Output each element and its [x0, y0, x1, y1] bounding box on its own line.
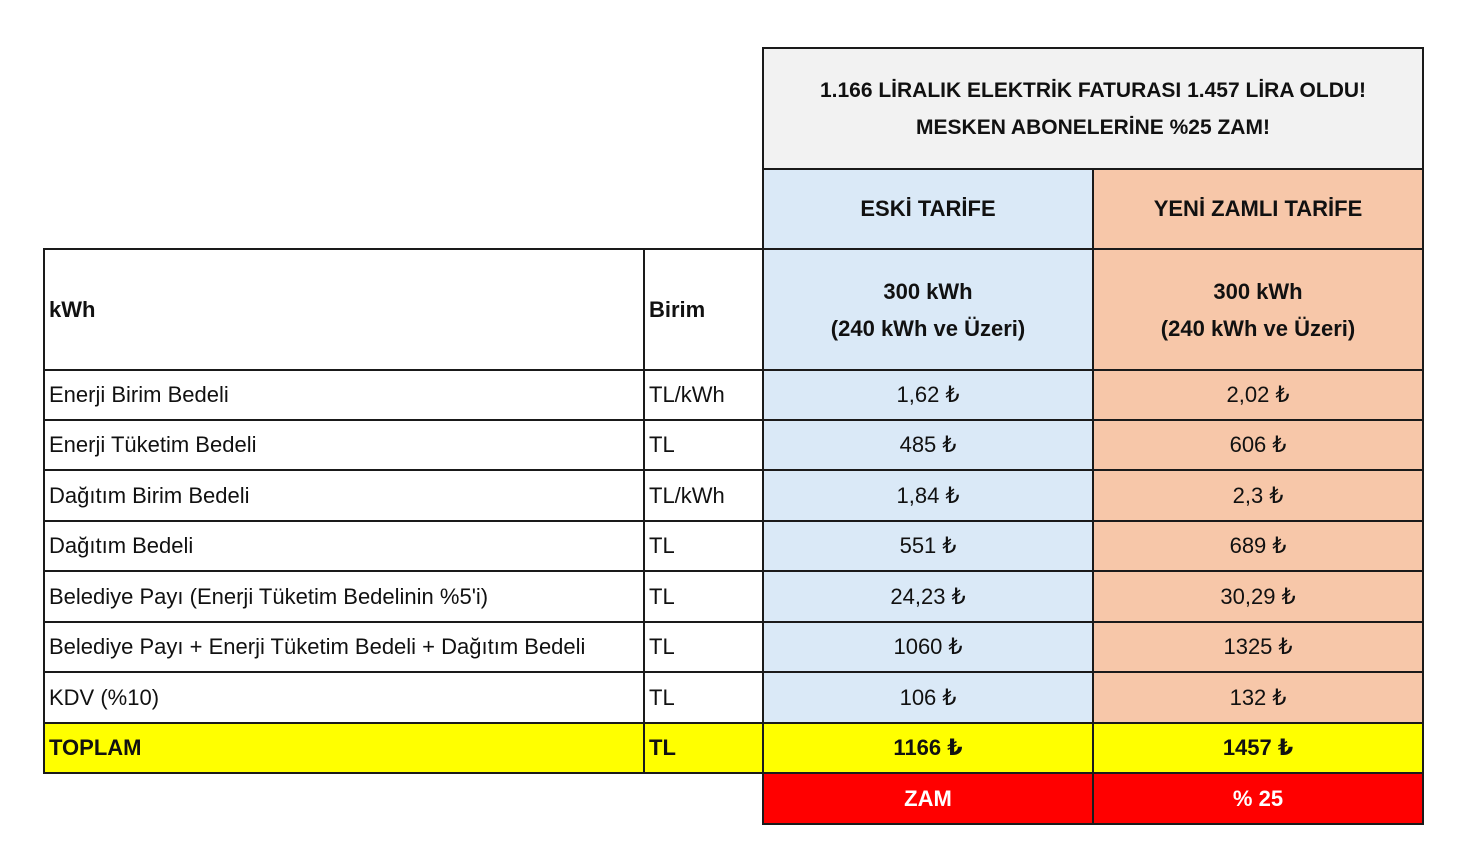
title-line-2: MESKEN ABONELERİNE %25 ZAM!	[916, 115, 1270, 139]
row-label: Enerji Birim Bedeli	[43, 369, 645, 421]
total-new-value: 1457 ₺	[1092, 722, 1424, 774]
old-kwh-amount: 300 kWh	[883, 278, 973, 304]
increase-value: % 25	[1092, 772, 1424, 825]
unit-header: Birim	[643, 248, 764, 371]
row-old-value: 106 ₺	[762, 671, 1094, 724]
title-line-1: 1.166 LİRALIK ELEKTRİK FATURASI 1.457 LİRA OLDU!	[819, 78, 1367, 102]
row-unit: TL	[643, 621, 764, 673]
row-unit: TL	[643, 419, 764, 471]
old-kwh-header	[762, 248, 1094, 371]
row-label: Belediye Payı + Enerji Tüketim Bedeli + Dağıtım Bedeli	[43, 621, 645, 673]
kwh-header: kWh	[43, 248, 645, 371]
new-kwh-range: (240 kWh ve Üzeri)	[1160, 315, 1356, 341]
row-unit: TL	[643, 520, 764, 572]
old-kwh-range: (240 kWh ve Üzeri)	[830, 315, 1026, 341]
row-old-value: 24,23 ₺	[762, 570, 1094, 623]
row-old-value: 1060 ₺	[762, 621, 1094, 673]
row-label: Dağıtım Bedeli	[43, 520, 645, 572]
page-title	[762, 47, 1424, 170]
row-old-value: 485 ₺	[762, 419, 1094, 471]
new-kwh-amount: 300 kWh	[1213, 278, 1303, 304]
row-label: Dağıtım Birim Bedeli	[43, 469, 645, 522]
row-new-value: 606 ₺	[1092, 419, 1424, 471]
row-new-value: 30,29 ₺	[1092, 570, 1424, 623]
row-new-value: 132 ₺	[1092, 671, 1424, 724]
row-new-value: 2,02 ₺	[1092, 369, 1424, 421]
old-tariff-header: ESKİ TARİFE	[762, 168, 1094, 250]
row-unit: TL	[643, 671, 764, 724]
row-new-value: 689 ₺	[1092, 520, 1424, 572]
new-kwh-header	[1092, 248, 1424, 371]
row-label: Enerji Tüketim Bedeli	[43, 419, 645, 471]
row-unit: TL	[643, 570, 764, 623]
total-unit: TL	[643, 722, 764, 774]
total-label: TOPLAM	[43, 722, 645, 774]
row-old-value: 551 ₺	[762, 520, 1094, 572]
row-label: KDV (%10)	[43, 671, 645, 724]
new-tariff-header: YENİ ZAMLI TARİFE	[1092, 168, 1424, 250]
total-old-value: 1166 ₺	[762, 722, 1094, 774]
row-old-value: 1,84 ₺	[762, 469, 1094, 522]
row-unit: TL/kWh	[643, 469, 764, 522]
row-label: Belediye Payı (Enerji Tüketim Bedelinin %5'i)	[43, 570, 645, 623]
row-unit: TL/kWh	[643, 369, 764, 421]
increase-label: ZAM	[762, 772, 1094, 825]
row-new-value: 2,3 ₺	[1092, 469, 1424, 522]
row-new-value: 1325 ₺	[1092, 621, 1424, 673]
row-old-value: 1,62 ₺	[762, 369, 1094, 421]
